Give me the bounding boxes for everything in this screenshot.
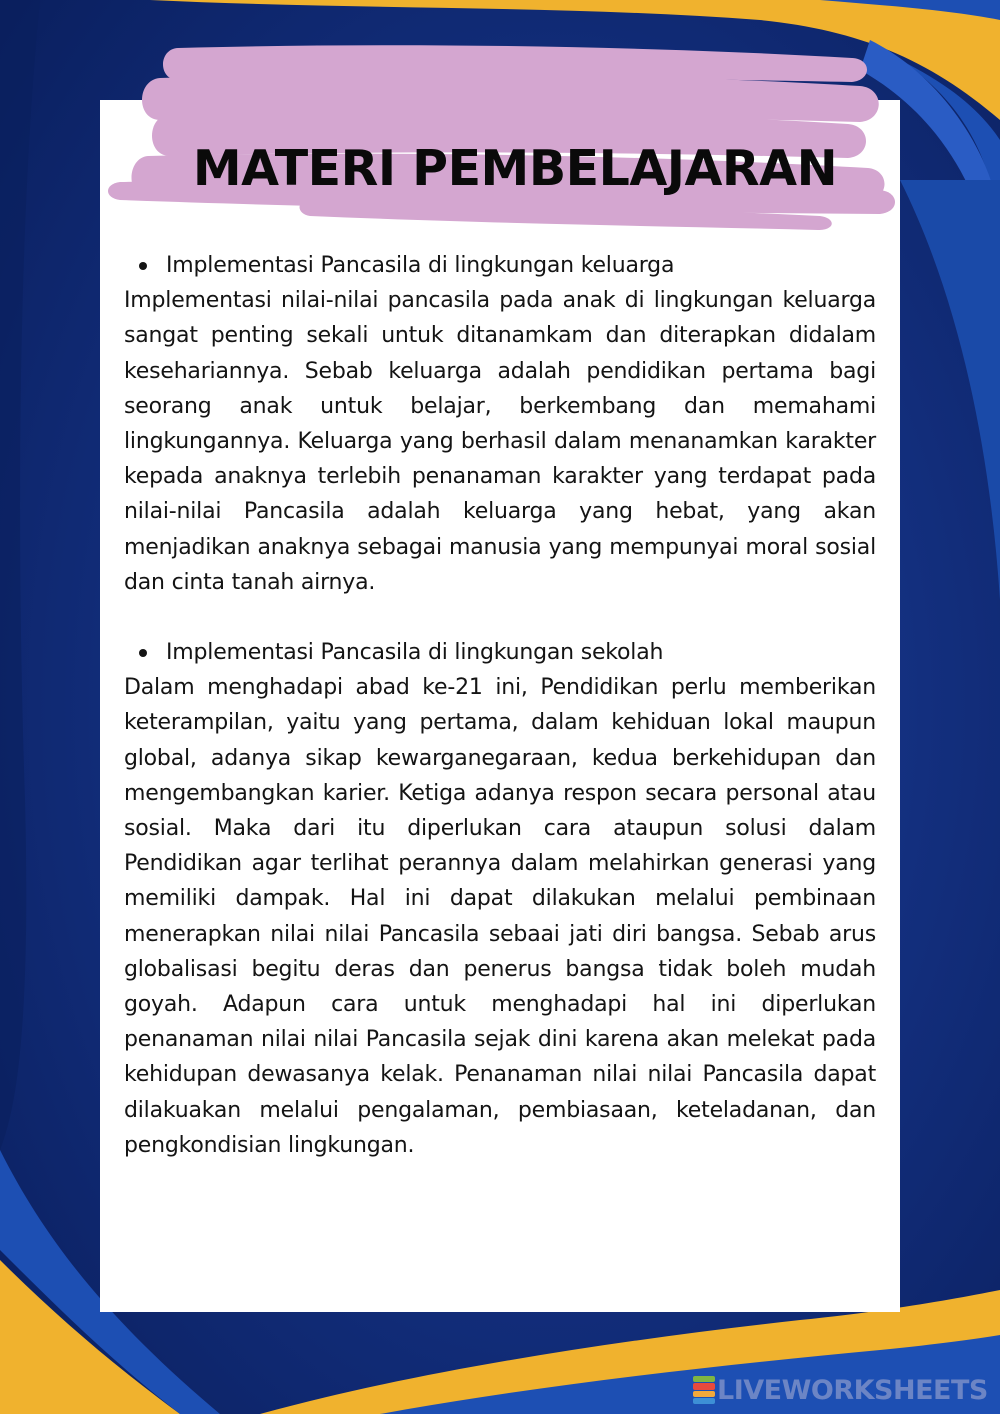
title-banner (100, 40, 900, 230)
liveworksheets-badge-icon (693, 1376, 715, 1404)
section-paragraph: Dalam menghadapi abad ke-21 ini, Pendidikan perlu memberikan keterampilan, yaitu yang pertama, dalam kehiduan lokal maupun global, adanya sikap kewarganegaraan, kedua berkehidupan dan mengembangkan karier. Ketiga adanya respon secara personal atau sosial. Maka dari itu diperlukan cara ataupun solusi dalam Pendidikan agar terlihat perannya dalam melahirkan generasi yang memiliki dampak. Hal ini dapat dilakukan melalui pembinaan menerapkan nilai nilai Pancasila sebaai jati diri bangsa. Sebab arus globalisasi begitu deras dan penerus bangsa tidak boleh mudah goyah. Adapun cara untuk menghadapi hal ini diperlukan penanaman nilai nilai Pancasila sejak dini karena akan melekat pada kehidupan dewasanya kelak. Penanaman nilai nilai Pancasila dapat dilakuakan melalui pengalaman, pembiasaan, keteladanan, dan pengkondisian lingkungan. (124, 675, 876, 1158)
bullet-dot-icon (139, 262, 147, 270)
liveworksheets-watermark (693, 1372, 993, 1408)
bullet-heading-family (124, 248, 876, 283)
highlight-brush-stroke (100, 40, 900, 230)
bullet-dot-icon (139, 649, 147, 657)
page-title: MATERI PEMBELAJARAN (192, 140, 838, 197)
section-paragraph: Implementasi nilai-nilai pancasila pada anak di lingkungan keluarga sangat penting sekali untuk ditanamkam dan diterapkan didalam kesehariannya. Sebab keluarga adalah pendidikan pertama bagi seorang anak untuk belajar, berkembang dan memahami lingkungannya. Keluarga yang berhasil dalam menanamkan karakter kepada anaknya terlebih penanaman karakter yang terdapat pada nilai-nilai Pancasila adalah keluarga yang hebat, yang akan menjadikan anaknya sebagai manusia yang mempunyai moral sosial dan cinta tanah airnya. (124, 288, 876, 595)
section-heading: Implementasi Pancasila di lingkungan sekolah (166, 640, 664, 666)
bullet-heading-school (124, 635, 876, 670)
section-spacer (124, 600, 876, 635)
content-body (124, 248, 876, 1163)
watermark-text: LIVEWORKSHEETS (717, 1374, 988, 1406)
section-heading: Implementasi Pancasila di lingkungan keluarga (166, 253, 675, 278)
